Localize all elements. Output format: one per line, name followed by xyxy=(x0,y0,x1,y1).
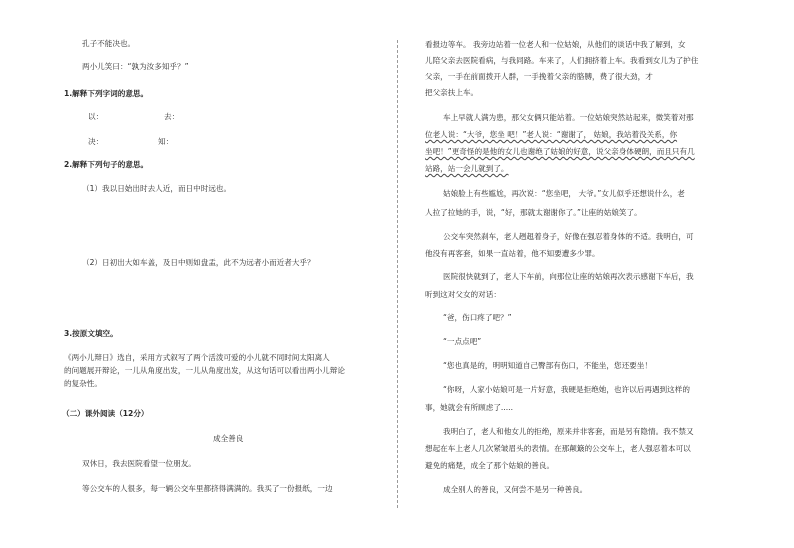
story-line: 公交车突然刹车，老人趔趄着身子，好像在强忍着身体的不适。我明白，可 xyxy=(443,232,694,241)
story-line: 父亲，一手在前面拨开人群，一手挽着父亲的胳膊，费了很大劲，才 xyxy=(425,72,653,81)
story-line: 想起在车上老人几次紧皱眉头的表情。在那颠簸的公交车上，老人强忍着本可以 xyxy=(425,444,691,453)
story-line: 避免的痛楚，成全了那个姑娘的善良。 xyxy=(425,461,555,470)
dialogue-line: “您也真是的，明明知道自己臀部有伤口，不能坐，您还要坐！ xyxy=(443,361,652,370)
story-line: 把父亲扶上车。 xyxy=(425,88,479,97)
story-line: 成全别人的善良，又何尝不是另一种善良。 xyxy=(443,485,588,494)
q2-sentence-1: （1）我以日始出时去人近，而日中时远也。 xyxy=(82,184,232,193)
dialogue-line: “你呀，人家小姑娘可是一片好意，我硬是拒绝她，也许以后再遇到这样的 xyxy=(443,385,690,394)
story-line: 他没有再客套，如果一直站着，他不知要遭多少罪。 xyxy=(425,249,600,258)
q1-item-jue: 决： xyxy=(88,137,104,146)
story-line: 看报边等车。 我旁边站着一位老人和一位姑娘，从他们的谈话中我了解到，女 xyxy=(425,40,686,49)
q2-sentence-2: （2）日初出大如车盖，及日中则如盘盂，此不为远者小而近者大乎？ xyxy=(82,258,315,267)
q3-fill-line: 《两小儿辩日》选自，采用方式叙写了两个活泼可爱的小儿就不同时间太阳离人 xyxy=(64,353,330,362)
story-paragraph: 双休日，我去医院看望一位朋友。 xyxy=(82,459,196,468)
q3-fill-line: 的复杂性。 xyxy=(64,379,102,388)
story-title: 成全善良 xyxy=(213,434,244,443)
story-line: 医院很快就到了，老人下车前，向那位让座的姑娘再次表示感谢下车后，我 xyxy=(443,272,694,281)
text-line: 孔子不能决也。 xyxy=(82,39,136,48)
story-line-underlined: 位老人说：“大爷，您坐 吧！”老人说：“谢谢了， 姑娘，我站着没关系，你 xyxy=(425,130,678,139)
story-line-underlined: 站路，站一会儿就到了。 xyxy=(425,164,509,173)
story-paragraph: 等公交车的人很多，每一辆公交车里都挤得满满的。我买了一份报纸，一边 xyxy=(82,484,333,493)
q1-item-zhi: 知： xyxy=(158,137,174,146)
q1-item-yi: 以： xyxy=(88,112,104,121)
question-1-title: 1.解释下列字词的意思。 xyxy=(64,89,149,98)
story-line-underlined: 坐吧！”更奇怪的是他的女儿也谢绝了姑娘的好意，说父亲身体硬朗，而且只有几 xyxy=(425,147,695,156)
question-3-title: 3.按原文填空。 xyxy=(64,329,118,338)
story-line: 听到这对父女的对话： xyxy=(425,290,501,299)
story-line: 姑娘脸上有些尴尬，再次说：“您坐吧， 大爷。”女儿似乎还想说什么，老 xyxy=(443,189,685,198)
text-line: 两小儿笑曰：“孰为汝多知乎？” xyxy=(82,62,189,71)
question-2-title: 2.解释下列句子的意思。 xyxy=(64,160,149,169)
dialogue-line: “爸，伤口疼了吧？” xyxy=(443,313,512,322)
section-two-heading: （二）课外阅读（12分） xyxy=(62,409,149,418)
q1-item-qu: 去： xyxy=(164,112,180,121)
dialogue-line: “一点点吧” xyxy=(443,337,482,346)
story-line: 人拉了拉她的手，说，“好，那就太谢谢你了。”让座的姑娘笑了。 xyxy=(425,208,642,217)
story-line: 车上早就人满为患，那父女俩只能站着。一位姑娘突然站起来，微笑着对那 xyxy=(443,113,694,122)
story-line: 我明白了，老人和他女儿的拒绝，原来并非客套，而是另有隐情。我不禁又 xyxy=(443,427,694,436)
q3-fill-line: 的问题展开辩论，一儿从角度出发，一儿从角度出发，从这句话可以看出两小儿辩论 xyxy=(64,366,345,375)
story-line: 儿陪父亲去医院看病，与我同路。车来了，人们拥挤着上车。我看到女儿为了护住 xyxy=(425,56,699,65)
right-page xyxy=(397,0,794,548)
dialogue-line: 事，她就会有所顾虑了..... xyxy=(425,403,514,412)
